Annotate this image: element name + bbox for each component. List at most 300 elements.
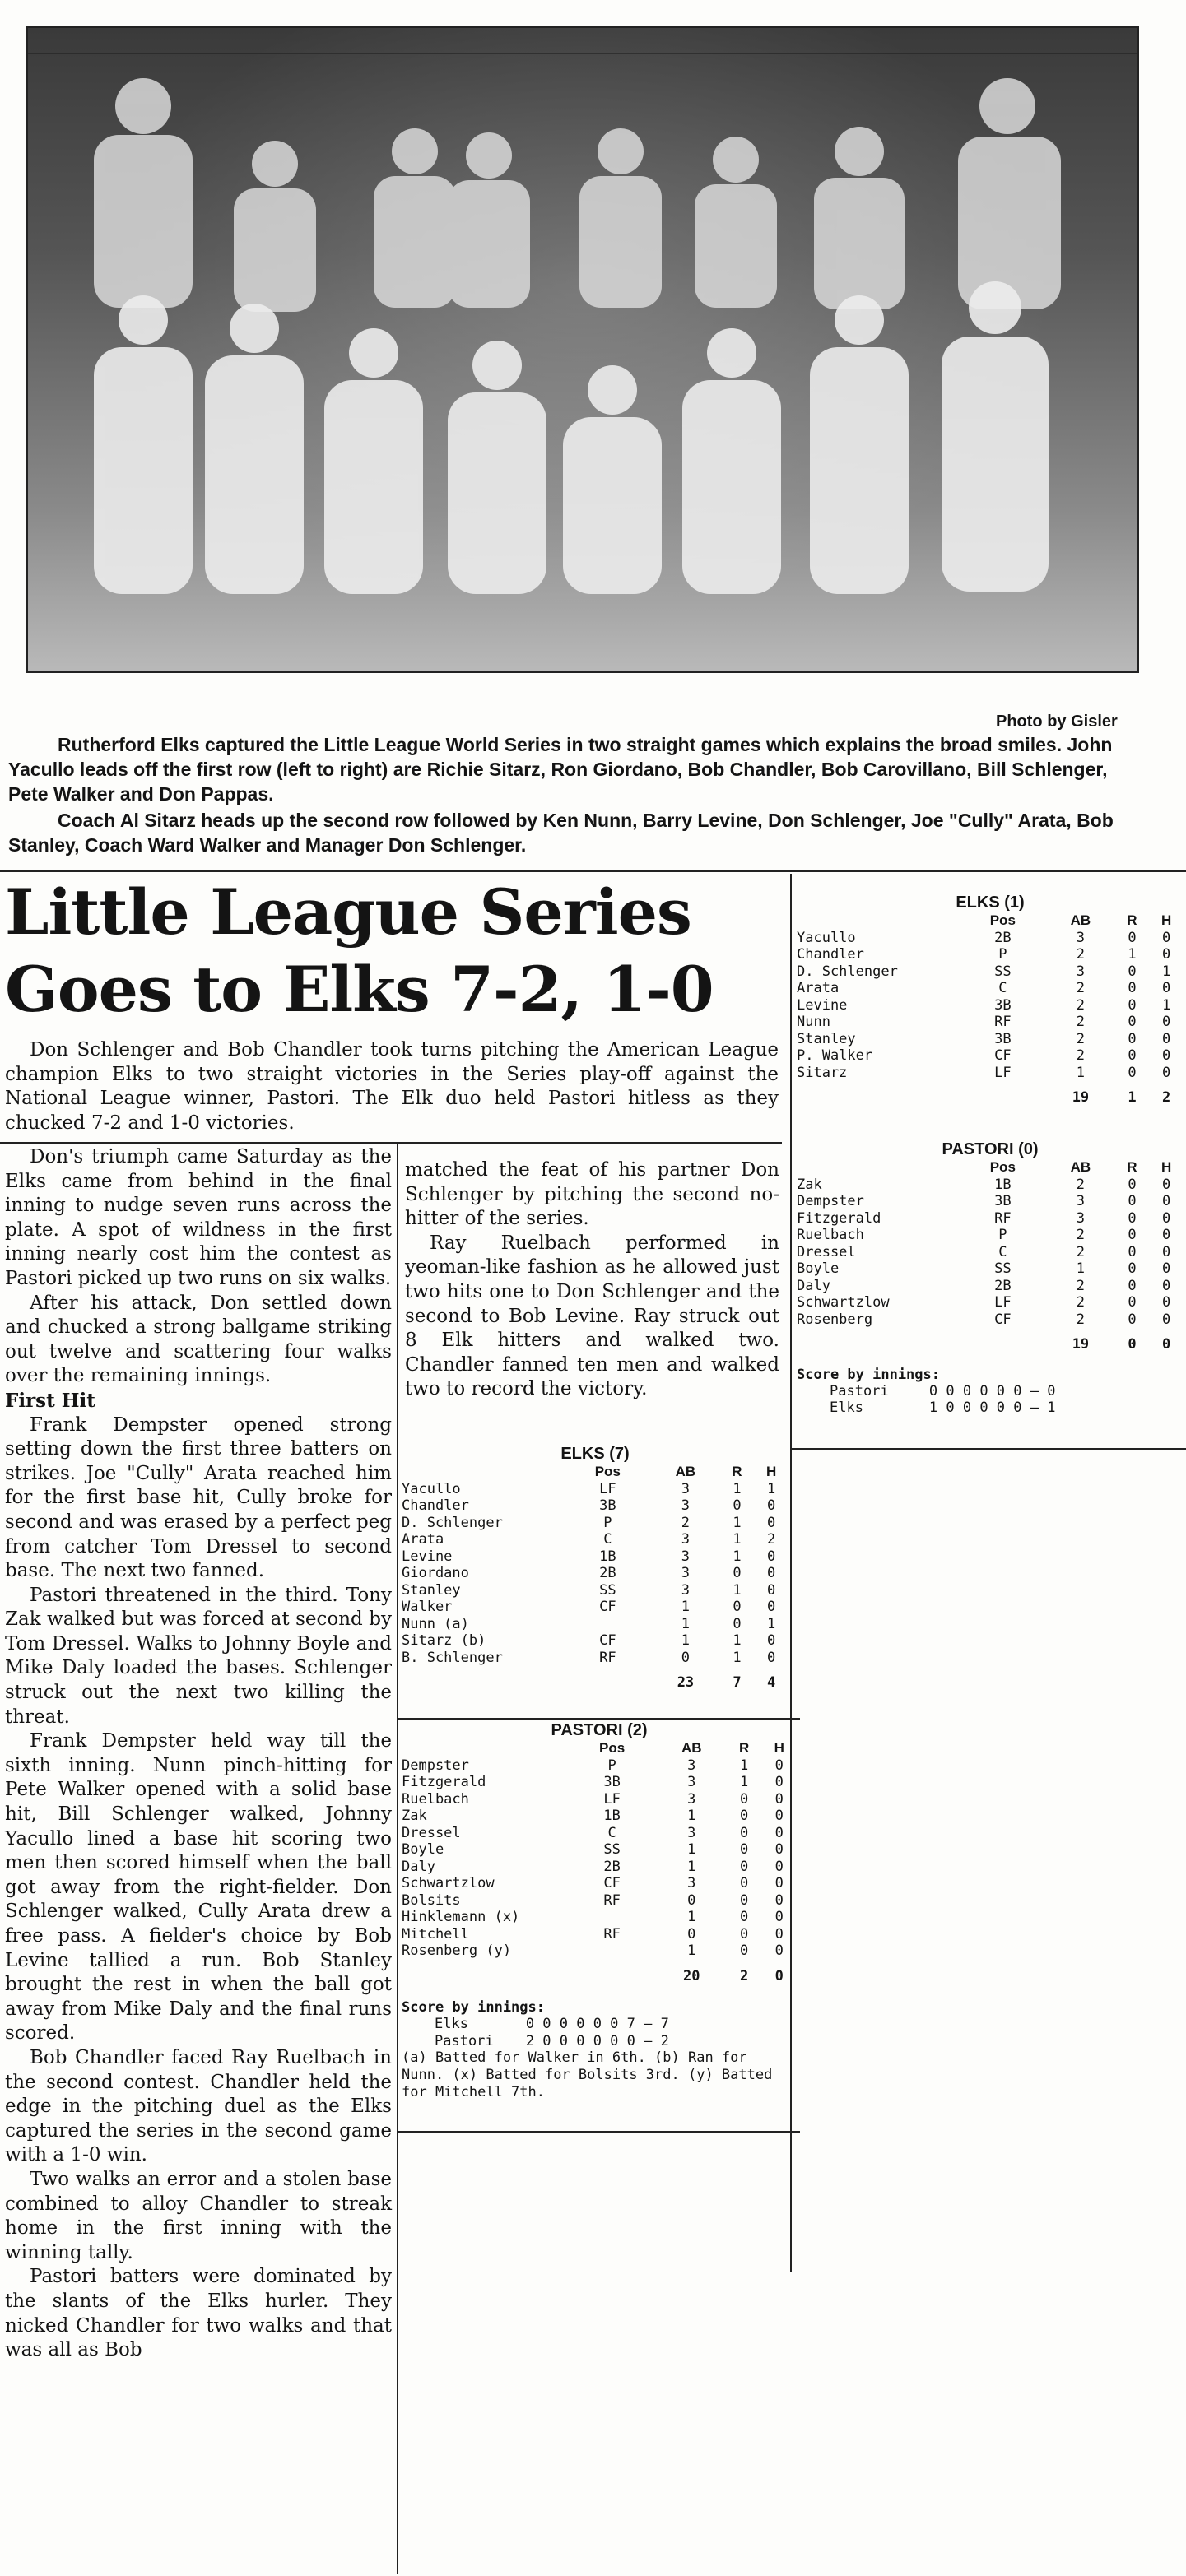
hits: 0: [767, 1649, 776, 1666]
hits: 1: [1162, 963, 1171, 980]
divider: [397, 1718, 800, 1720]
player-position: 3B: [994, 1030, 1012, 1047]
story-paragraph: matched the feat of his partner Don Schlenger by pitching the second no-hitter of the series.: [405, 1159, 779, 1230]
hits: 0: [774, 1858, 784, 1875]
hits: 0: [1162, 1277, 1171, 1294]
at-bats: 0: [681, 1649, 691, 1666]
column-header: Pos: [989, 912, 1016, 928]
totals-spacer: [959, 1328, 1046, 1353]
at-bats: 3: [1076, 929, 1086, 946]
hits: 0: [1162, 1014, 1171, 1030]
innings-line: 0 0 0 0 0 0 — 0: [928, 1382, 1056, 1399]
player-position: [568, 1909, 657, 1926]
runs: 0: [1128, 1047, 1137, 1064]
at-bats: 3: [687, 1824, 696, 1841]
hits: 0: [774, 1841, 784, 1858]
at-bats: 1: [1076, 1064, 1086, 1081]
player-name: Chandler: [402, 1497, 469, 1514]
player-row: [797, 1244, 1184, 1261]
player-row: [797, 1014, 1184, 1031]
player-name: Nunn (a): [402, 1615, 469, 1632]
player-row: [402, 1497, 788, 1515]
at-bats: 3: [1076, 1193, 1086, 1209]
player-name: Yacullo: [797, 929, 856, 946]
box-title: ELKS (1): [956, 893, 1025, 912]
player-position: C: [998, 1243, 1007, 1260]
runs: 0: [1128, 1193, 1137, 1209]
runs: 0: [740, 1808, 749, 1824]
column-header: AB: [675, 1464, 696, 1479]
player-position: 1B: [603, 1808, 621, 1824]
player-position: 2B: [603, 1858, 621, 1875]
column-header: H: [1161, 912, 1172, 928]
total-value: 4: [767, 1674, 776, 1691]
player-name: Levine: [402, 1548, 453, 1565]
player-name: D. Schlenger: [402, 1514, 503, 1531]
player-position: LF: [994, 1294, 1012, 1311]
team-photo: [26, 26, 1139, 673]
at-bats: 3: [681, 1565, 691, 1581]
player-name: Giordano: [402, 1565, 469, 1581]
header-spacer: [402, 1464, 564, 1481]
runs: 1: [733, 1548, 742, 1565]
player-row: [797, 963, 1184, 981]
hits: 1: [767, 1480, 776, 1497]
column-header: H: [766, 1464, 777, 1479]
player-row: [797, 1177, 1184, 1194]
hits: 0: [1162, 1193, 1171, 1209]
box-title: PASTORI (0): [942, 1140, 1039, 1158]
story-paragraph: Two walks an error and a stolen base combined to alloy Chandler to streak home in the first inning with the winning tally.: [5, 2168, 392, 2263]
at-bats: 3: [687, 1757, 696, 1774]
headline: [5, 874, 746, 1028]
player-row: [797, 1227, 1184, 1244]
runs: 0: [1128, 929, 1137, 946]
player-position: CF: [603, 1875, 621, 1891]
player-position: RF: [603, 1925, 621, 1942]
at-bats: 2: [1076, 1277, 1086, 1294]
column-header: Pos: [594, 1464, 621, 1479]
at-bats: 3: [681, 1581, 691, 1599]
player-name: Daly: [797, 1277, 830, 1294]
divider: [0, 1142, 782, 1144]
runs: 1: [1128, 946, 1137, 963]
player-name: Arata: [402, 1531, 444, 1548]
hits: 0: [1162, 1064, 1171, 1081]
player-row: [402, 1774, 797, 1791]
player-position: 3B: [994, 996, 1012, 1014]
hits: 0: [774, 1891, 784, 1909]
at-bats: 2: [1076, 1227, 1086, 1243]
player-row: [402, 1531, 788, 1548]
at-bats: 3: [687, 1774, 696, 1790]
at-bats: 2: [1076, 1047, 1086, 1064]
hits: 0: [1162, 1260, 1171, 1277]
column-header: R: [1127, 1159, 1137, 1175]
player-name: Walker: [402, 1599, 453, 1615]
hits: 0: [767, 1548, 776, 1565]
player-row: [402, 1632, 788, 1650]
team-name: Pastori: [830, 1382, 889, 1399]
totals-row: [402, 1960, 797, 1985]
player-row: [402, 1582, 788, 1599]
totals-spacer: [402, 1960, 568, 1985]
total-value: 1: [1128, 1089, 1137, 1106]
player-row: [402, 1875, 797, 1892]
hits: 0: [774, 1875, 784, 1891]
player-row: [402, 1841, 797, 1859]
player-name: Arata: [797, 980, 840, 996]
player-row: [797, 1311, 1184, 1329]
hits: 0: [1162, 1243, 1171, 1260]
at-bats: 2: [1076, 1243, 1086, 1260]
story-paragraph: Ray Ruelbach performed in yeoman-like fashion as he allowed just two hits one to Don Schlenger and the second to Bob Levine. Ray struck out 8 Elk hitters and walked two. Chandler fanned ten men and walked two to record the victory.: [405, 1232, 779, 1400]
player-position: RF: [603, 1891, 621, 1909]
player-position: SS: [603, 1841, 621, 1858]
player-position: 2B: [599, 1565, 616, 1581]
total-value: 19: [1072, 1089, 1090, 1106]
story-column-2: [405, 1158, 779, 1402]
box-notes: (a) Batted for Walker in 6th. (b) Ran for Nunn. (x) Batted for Bolsits 3rd. (y) Batted for Mitchell 7th.: [402, 2049, 773, 2100]
runs: 0: [1128, 1243, 1137, 1260]
player-name: Daly: [402, 1858, 435, 1875]
divider: [0, 870, 1186, 872]
player-name: Zak: [797, 1176, 822, 1193]
player-name: Fitzgerald: [797, 1209, 881, 1227]
player-name: Zak: [402, 1808, 427, 1824]
at-bats: 2: [1076, 1311, 1086, 1328]
player-name: B. Schlenger: [402, 1649, 503, 1666]
totals-spacer: [797, 1328, 959, 1353]
player-row: [402, 1942, 797, 1960]
hits: 0: [767, 1565, 776, 1581]
player-position: C: [603, 1531, 612, 1548]
player-position: [568, 1942, 657, 1960]
hits: 0: [774, 1942, 784, 1959]
innings-row: [435, 2016, 747, 2033]
player-position: RF: [599, 1649, 616, 1666]
player-row: [402, 1650, 788, 1667]
player-position: CF: [994, 1311, 1012, 1328]
totals-row: [797, 1328, 1184, 1353]
player-position: 2B: [994, 1277, 1012, 1294]
score-by-innings-label: Score by innings:: [402, 1999, 545, 2016]
runs: 0: [740, 1841, 749, 1858]
innings-row: [435, 2033, 747, 2050]
player-name: Schwartzlow: [402, 1875, 495, 1891]
team-name: Pastori: [435, 2032, 494, 2049]
player-position: P: [998, 1227, 1007, 1243]
player-row: [402, 1515, 788, 1532]
runs: 0: [740, 1891, 749, 1909]
column-divider: [790, 874, 792, 2272]
at-bats: 1: [681, 1632, 691, 1649]
totals-spacer: [402, 1666, 564, 1692]
at-bats: 2: [1076, 1294, 1086, 1311]
runs: 1: [733, 1480, 742, 1497]
player-name: Hinklemann (x): [402, 1909, 520, 1925]
runs: 0: [1128, 1277, 1137, 1294]
player-position: RF: [994, 1014, 1012, 1030]
headline-line: Little League Series: [5, 875, 691, 949]
lead-text: Don Schlenger and Bob Chandler took turns pitching the American League champion Elks to two straight victories in the Series play-off against the National League winner, Pastori. The Elk duo held Pastori hitless as they chucked 7-2 and 1-0 victories.: [5, 1039, 779, 1134]
player-row: [402, 1757, 797, 1775]
player-row: [797, 930, 1184, 947]
player-row: [797, 1294, 1184, 1311]
innings-line: 2 0 0 0 0 0 0 — 2: [525, 2032, 669, 2049]
player-name: Sitarz: [797, 1064, 848, 1081]
runs: 0: [740, 1824, 749, 1841]
player-row: [797, 1278, 1184, 1295]
runs: 1: [733, 1581, 742, 1599]
player-name: Ruelbach: [402, 1790, 469, 1808]
player-row: [402, 1808, 797, 1825]
hits: 0: [774, 1774, 784, 1790]
player-row: [402, 1481, 788, 1498]
hits: 0: [1162, 1176, 1171, 1193]
hits: 0: [1162, 1030, 1171, 1047]
story-column-1: [5, 1145, 392, 2363]
at-bats: 0: [687, 1925, 696, 1942]
total-value: 2: [1162, 1089, 1171, 1106]
player-position: 3B: [599, 1497, 616, 1514]
hits: 0: [767, 1632, 776, 1649]
runs: 0: [733, 1615, 742, 1632]
at-bats: 1: [681, 1615, 691, 1632]
at-bats: 2: [1076, 1014, 1086, 1030]
column-header: R: [732, 1464, 742, 1479]
runs: 0: [1128, 1176, 1137, 1193]
player-name: Bolsits: [402, 1891, 461, 1909]
total-value: 7: [733, 1674, 742, 1691]
runs: 0: [733, 1565, 742, 1581]
column-header: R: [738, 1740, 750, 1756]
hits: 0: [1162, 1311, 1171, 1328]
player-row: [402, 1565, 788, 1582]
hits: 0: [1162, 946, 1171, 963]
total-value: 19: [1072, 1336, 1090, 1353]
player-row: [797, 946, 1184, 963]
innings-line: 1 0 0 0 0 0 — 1: [928, 1399, 1056, 1416]
player-row: [402, 1616, 788, 1633]
story-paragraph: Don's triumph came Saturday as the Elks came from behind in the final inning to nudge seven runs across the plate. A spot of wildness in the first inning nearly cost him the contest as Pastori picked up two runs on six walks.: [5, 1146, 392, 1289]
player-row: [797, 1210, 1184, 1228]
player-name: Mitchell: [402, 1925, 469, 1942]
totals-row: [797, 1081, 1184, 1107]
player-name: Nunn: [797, 1014, 830, 1030]
box-score-game1-pastori: [402, 1721, 797, 2101]
at-bats: 3: [687, 1875, 696, 1891]
player-row: [797, 1031, 1184, 1048]
player-position: P: [998, 946, 1007, 963]
runs: 0: [1128, 1311, 1137, 1328]
header-spacer: [402, 1740, 568, 1757]
runs: 0: [733, 1497, 742, 1514]
player-position: SS: [994, 963, 1012, 980]
runs: 0: [1128, 963, 1137, 980]
player-position: C: [998, 980, 1007, 996]
runs: 0: [1128, 1260, 1137, 1277]
header-spacer: [797, 1159, 959, 1177]
hits: 1: [1162, 996, 1171, 1014]
story-paragraph: Frank Dempster opened strong setting down the first three batters on strikes. Joe "Cully" Arata reached him for the first base hit, Cully broke for second and was erased by a perfect peg from catcher Tom Dressel to second base. The next two fanned.: [5, 1413, 392, 1582]
story-paragraph: Bob Chandler faced Ray Ruelbach in the second contest. Chandler held the edge in the pitching duel as the Elks captured the series in the second game with a 1-0 win.: [5, 2046, 392, 2166]
column-header: Pos: [989, 1159, 1016, 1175]
at-bats: 1: [687, 1841, 696, 1858]
player-row: [797, 997, 1184, 1014]
hits: 0: [767, 1599, 776, 1615]
total-value: 23: [677, 1674, 695, 1691]
player-row: [797, 980, 1184, 997]
hits: 0: [767, 1497, 776, 1514]
player-position: 2B: [994, 929, 1012, 946]
total-value: 0: [1128, 1336, 1137, 1353]
player-name: Rosenberg (y): [402, 1942, 512, 1959]
column-header: Pos: [599, 1740, 626, 1756]
photo-caption: [8, 732, 1144, 857]
caption-paragraph: Coach Al Sitarz heads up the second row followed by Ken Nunn, Barry Levine, Don Schlenger, Joe "Cully" Arata, Bob Stanley, Coach Ward Walker and Manager Don Schlenger.: [8, 810, 1114, 856]
player-row: [797, 1193, 1184, 1210]
total-value: 0: [1162, 1336, 1171, 1353]
player-position: P: [607, 1757, 616, 1774]
box-title: PASTORI (2): [551, 1721, 648, 1739]
at-bats: 3: [681, 1480, 691, 1497]
lead-paragraph: [5, 1038, 779, 1135]
at-bats: 3: [1076, 963, 1086, 980]
totals-spacer: [959, 1081, 1046, 1107]
hits: 0: [774, 1925, 784, 1942]
hits: 0: [774, 1824, 784, 1841]
player-name: Dressel: [797, 1243, 856, 1260]
runs: 0: [1128, 1227, 1137, 1243]
player-row: [402, 1791, 797, 1808]
at-bats: 1: [687, 1909, 696, 1925]
team-photo-figures: [28, 28, 1137, 671]
at-bats: 2: [1076, 946, 1086, 963]
player-row: [402, 1909, 797, 1926]
player-row: [797, 1260, 1184, 1278]
hits: 0: [1162, 1294, 1171, 1311]
innings-line: 0 0 0 0 0 0 7 — 7: [525, 2016, 669, 2032]
player-name: Boyle: [402, 1841, 444, 1858]
player-name: Sitarz (b): [402, 1632, 486, 1649]
column-header: AB: [1070, 912, 1091, 928]
player-name: Fitzgerald: [402, 1774, 486, 1790]
player-row: [402, 1825, 797, 1842]
total-value: 20: [683, 1967, 700, 1984]
player-row: [797, 1047, 1184, 1065]
at-bats: 2: [681, 1514, 691, 1531]
photo-credit: Photo by Gisler: [996, 712, 1118, 731]
header-spacer: [797, 912, 959, 930]
player-position: RF: [994, 1209, 1012, 1227]
column-divider: [397, 1142, 398, 2574]
total-value: 2: [740, 1967, 749, 1984]
box-score-game1-elks: [402, 1445, 788, 1692]
totals-spacer: [568, 1960, 657, 1985]
player-name: Ruelbach: [797, 1227, 864, 1243]
hits: 0: [1162, 1047, 1171, 1064]
runs: 0: [740, 1925, 749, 1942]
at-bats: 2: [1076, 1030, 1086, 1047]
at-bats: 1: [1076, 1260, 1086, 1277]
story-paragraph: Frank Dempster held way till the sixth inning. Nunn pinch-hitting for Pete Walker opened with a solid base hit, Bill Schlenger walked, Johnny Yacullo lined a base hit scoring two men then scored himself when the ball got away from the right-fielder. Don Schlenger walked, Cully Arata drew a free pass. A fielder's choice by Bob Levine tallied a run. Bob Stanley brought the rest in when the ball got away from Mike Daly and the final runs scored.: [5, 1730, 392, 2045]
player-position: [564, 1616, 651, 1633]
player-name: Rosenberg: [797, 1311, 873, 1328]
player-row: [402, 1859, 797, 1876]
story-paragraph: Pastori threatened in the third. Tony Zak walked but was forced at second by Tom Dressel. Walks to Johnny Boyle and Mike Daly loaded the bases. Schlenger struck out the next two killing the threat.: [5, 1584, 392, 1728]
runs: 1: [733, 1632, 742, 1649]
player-name: Dempster: [402, 1757, 469, 1774]
hits: 0: [767, 1581, 776, 1599]
runs: 1: [740, 1757, 749, 1774]
player-position: C: [607, 1824, 616, 1841]
hits: 0: [1162, 980, 1171, 996]
hits: 2: [767, 1531, 776, 1548]
runs: 1: [740, 1774, 749, 1790]
player-position: 1B: [599, 1548, 616, 1565]
at-bats: 2: [1076, 1176, 1086, 1193]
totals-spacer: [797, 1081, 959, 1107]
headline-line: Goes to Elks 7-2, 1-0: [5, 953, 714, 1026]
player-name: Chandler: [797, 946, 864, 963]
runs: 1: [733, 1514, 742, 1531]
runs: 0: [1128, 1014, 1137, 1030]
runs: 0: [1128, 1294, 1137, 1311]
player-name: Dempster: [797, 1193, 864, 1209]
runs: 0: [1128, 1030, 1137, 1047]
player-position: 3B: [603, 1774, 621, 1790]
player-row: [402, 1892, 797, 1910]
at-bats: 1: [687, 1808, 696, 1824]
totals-spacer: [564, 1666, 651, 1692]
story-paragraph: After his attack, Don settled down and chucked a strong ballgame striking out twelve and scattering four walks over the remaining innings.: [5, 1292, 392, 1387]
player-position: 1B: [994, 1176, 1012, 1193]
player-position: CF: [599, 1632, 616, 1649]
column-header: H: [774, 1740, 784, 1756]
player-name: Dressel: [402, 1824, 461, 1841]
runs: 0: [740, 1909, 749, 1925]
innings-row: [830, 1383, 1142, 1400]
player-position: LF: [603, 1790, 621, 1808]
player-position: LF: [994, 1064, 1012, 1081]
runs: 0: [1128, 980, 1137, 996]
player-row: [402, 1926, 797, 1943]
runs: 0: [1128, 996, 1137, 1014]
player-name: Stanley: [402, 1581, 461, 1599]
player-row: [402, 1599, 788, 1616]
player-position: SS: [599, 1581, 616, 1599]
innings-row: [830, 1399, 1142, 1417]
player-name: P. Walker: [797, 1047, 873, 1064]
at-bats: 1: [687, 1858, 696, 1875]
hits: 0: [1162, 1227, 1171, 1243]
hits: 1: [767, 1615, 776, 1632]
hits: 0: [1162, 1209, 1171, 1227]
column-header: AB: [681, 1740, 702, 1756]
divider: [790, 1448, 1186, 1450]
player-position: LF: [599, 1480, 616, 1497]
caption-paragraph: Rutherford Elks captured the Little League World Series in two straight games which explains the broad smiles. John Yacullo leads off the first row (left to right) are Richie Sitarz, Ron Giordano, Bob Chandler, Bob Carovillano, Bill Schlenger, Pete Walker and Don Pappas.: [8, 734, 1113, 805]
divider: [397, 2131, 800, 2133]
player-name: Yacullo: [402, 1480, 461, 1497]
player-position: SS: [994, 1260, 1012, 1277]
runs: 1: [733, 1649, 742, 1666]
team-name: Elks: [435, 2016, 468, 2032]
at-bats: 2: [1076, 980, 1086, 996]
score-by-innings-label: Score by innings:: [797, 1366, 940, 1383]
at-bats: 3: [681, 1548, 691, 1565]
